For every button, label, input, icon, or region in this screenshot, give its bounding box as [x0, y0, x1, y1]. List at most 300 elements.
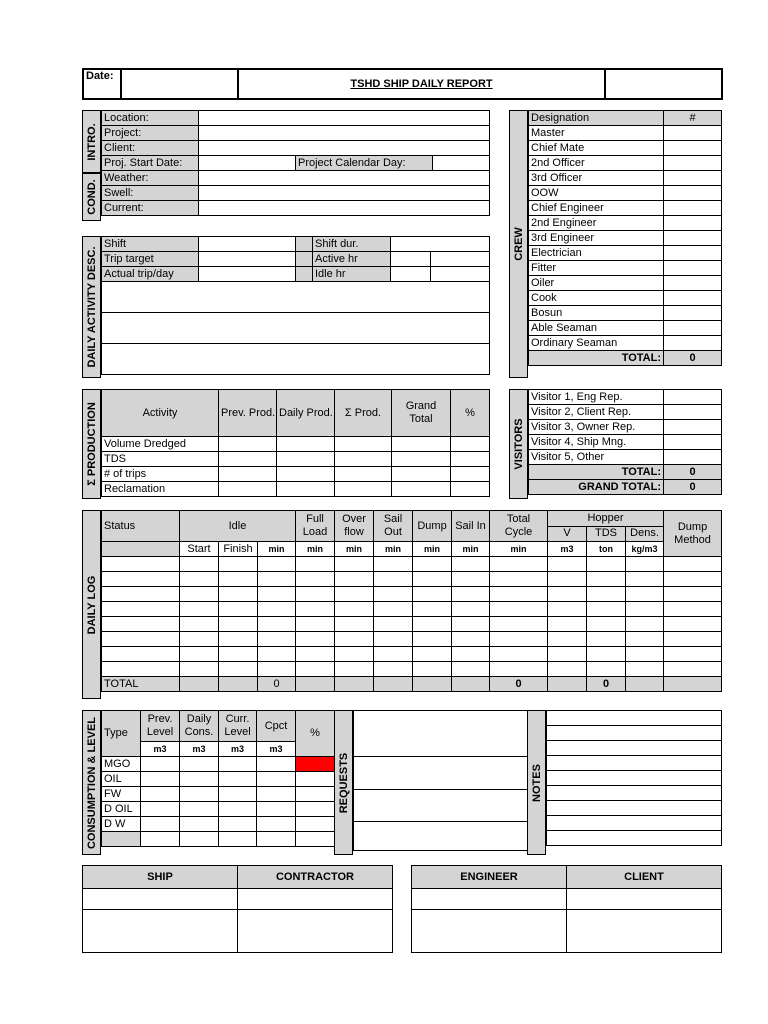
- unit-label: m3: [141, 742, 180, 757]
- crew-row: [529, 126, 722, 141]
- crew-row: [529, 246, 722, 261]
- consumption-cell[interactable]: [141, 757, 180, 772]
- log-cell[interactable]: [374, 602, 413, 617]
- log-cell[interactable]: [490, 662, 548, 677]
- ship-signature-header: SHIP: [83, 866, 238, 889]
- production-cell[interactable]: [277, 452, 335, 467]
- unit-label: min: [335, 542, 374, 557]
- crew-count-field[interactable]: [664, 261, 722, 276]
- log-cell[interactable]: [102, 557, 180, 572]
- log-cell[interactable]: [413, 602, 452, 617]
- consumption-blank-row: [102, 832, 141, 847]
- consumption-cell[interactable]: [257, 817, 296, 832]
- log-total-idle: 0: [258, 677, 296, 692]
- visitor-count-field[interactable]: [664, 450, 722, 465]
- crew-role-label: Able Seaman: [529, 321, 664, 336]
- idle-hr-field[interactable]: [391, 267, 431, 282]
- log-cell[interactable]: [258, 587, 296, 602]
- log-cell[interactable]: [335, 602, 374, 617]
- crew-role-label: 3rd Engineer: [529, 231, 664, 246]
- log-cell[interactable]: [258, 572, 296, 587]
- production-cell[interactable]: [392, 437, 451, 452]
- log-cell[interactable]: [180, 617, 219, 632]
- log-cell[interactable]: [258, 557, 296, 572]
- consumption-cell[interactable]: [257, 757, 296, 772]
- log-cell[interactable]: [452, 632, 490, 647]
- production-cell[interactable]: [335, 437, 392, 452]
- log-cell[interactable]: [548, 617, 587, 632]
- full-load-header: Full Load: [296, 511, 335, 542]
- log-cell[interactable]: [587, 572, 626, 587]
- log-cell[interactable]: [664, 587, 722, 602]
- log-cell[interactable]: [102, 602, 180, 617]
- production-cell[interactable]: [335, 452, 392, 467]
- unit-label: ton: [587, 542, 626, 557]
- log-cell[interactable]: [413, 572, 452, 587]
- consumption-percent-cell[interactable]: [296, 772, 335, 787]
- crew-count-field[interactable]: [664, 156, 722, 171]
- log-cell[interactable]: [664, 647, 722, 662]
- consumption-percent-cell[interactable]: [296, 757, 335, 772]
- visitor-label: Visitor 5, Other: [529, 450, 664, 465]
- log-row: [102, 587, 722, 602]
- log-cell[interactable]: [102, 572, 180, 587]
- crew-count-field[interactable]: [664, 171, 722, 186]
- log-cell[interactable]: [548, 602, 587, 617]
- idle-hr-extra-field[interactable]: [431, 267, 490, 282]
- dump-header: Dump: [413, 511, 452, 542]
- log-cell[interactable]: [335, 617, 374, 632]
- requests-field[interactable]: [354, 790, 528, 822]
- log-cell[interactable]: [374, 632, 413, 647]
- log-cell[interactable]: [102, 632, 180, 647]
- notes-line-field[interactable]: [547, 816, 722, 831]
- log-cell[interactable]: [102, 587, 180, 602]
- log-cell[interactable]: [413, 557, 452, 572]
- location-field[interactable]: [199, 111, 490, 126]
- client-label: Client:: [102, 141, 199, 156]
- consumption-cell[interactable]: [180, 802, 219, 817]
- production-cell[interactable]: [451, 437, 490, 452]
- visitor-count-field[interactable]: [664, 405, 722, 420]
- crew-role-label: Bosun: [529, 306, 664, 321]
- log-total-label: TOTAL: [102, 677, 180, 692]
- log-cell[interactable]: [180, 647, 219, 662]
- crew-count-field[interactable]: [664, 201, 722, 216]
- unit-label: m3: [219, 742, 257, 757]
- log-cell[interactable]: [335, 647, 374, 662]
- daily-log-section-label: DAILY LOG: [82, 510, 101, 699]
- crew-count-field[interactable]: [664, 321, 722, 336]
- log-cell[interactable]: [587, 647, 626, 662]
- production-cell[interactable]: [277, 482, 335, 497]
- log-cell[interactable]: [626, 662, 664, 677]
- visitors-total-value: 0: [664, 465, 722, 480]
- total-cycle-header: Total Cycle: [490, 511, 548, 542]
- notes-line-field[interactable]: [547, 801, 722, 816]
- log-cell[interactable]: [180, 557, 219, 572]
- log-cell[interactable]: [180, 572, 219, 587]
- current-field[interactable]: [199, 201, 490, 216]
- production-cell[interactable]: [451, 452, 490, 467]
- consumption-cell[interactable]: [180, 772, 219, 787]
- production-cell[interactable]: [392, 467, 451, 482]
- engineer-signature-field[interactable]: [412, 910, 567, 953]
- notes-line-field[interactable]: [547, 741, 722, 756]
- engineer-name-field[interactable]: [412, 889, 567, 910]
- status-subheader: [102, 542, 180, 557]
- log-cell[interactable]: [587, 617, 626, 632]
- consumption-cell[interactable]: [257, 802, 296, 817]
- client-name-field[interactable]: [567, 889, 722, 910]
- log-cell[interactable]: [548, 557, 587, 572]
- requests-field[interactable]: [354, 711, 528, 757]
- log-cell[interactable]: [452, 587, 490, 602]
- crew-count-field[interactable]: [664, 246, 722, 261]
- notes-row: [547, 816, 722, 831]
- contractor-signature-header: CONTRACTOR: [238, 866, 393, 889]
- proj-start-date-label: Proj. Start Date:: [102, 156, 199, 171]
- shift-dur-label: Shift dur.: [313, 237, 391, 252]
- crew-role-label: Fitter: [529, 261, 664, 276]
- cond-section-label: COND.: [82, 173, 101, 221]
- weather-field[interactable]: [199, 171, 490, 186]
- notes-row: [547, 711, 722, 726]
- log-cell[interactable]: [664, 602, 722, 617]
- active-hr-field[interactable]: [391, 252, 431, 267]
- consumption-cell[interactable]: [180, 817, 219, 832]
- hopper-header: Hopper: [548, 511, 664, 527]
- notes-line-field[interactable]: [547, 771, 722, 786]
- client-signature-header: CLIENT: [567, 866, 722, 889]
- log-total-cell: [664, 677, 722, 692]
- log-cell[interactable]: [374, 587, 413, 602]
- activity-desc-row[interactable]: [102, 344, 490, 375]
- log-cell[interactable]: [548, 632, 587, 647]
- visitor-label: Visitor 1, Eng Rep.: [529, 390, 664, 405]
- log-cell[interactable]: [490, 587, 548, 602]
- trip-target-field[interactable]: [199, 252, 296, 267]
- crew-row: [529, 231, 722, 246]
- shift-field[interactable]: [199, 237, 296, 252]
- proj-start-date-field[interactable]: [199, 156, 296, 171]
- log-cell[interactable]: [452, 617, 490, 632]
- production-cell[interactable]: [219, 467, 277, 482]
- log-cell[interactable]: [413, 647, 452, 662]
- crew-count-field[interactable]: [664, 141, 722, 156]
- production-cell[interactable]: [277, 467, 335, 482]
- log-cell[interactable]: [626, 617, 664, 632]
- crew-count-field[interactable]: [664, 276, 722, 291]
- visitors-total-label: TOTAL:: [529, 465, 664, 480]
- log-cell[interactable]: [296, 662, 335, 677]
- actual-trip-label: Actual trip/day: [102, 267, 199, 282]
- crew-count-field[interactable]: [664, 186, 722, 201]
- log-cell[interactable]: [180, 587, 219, 602]
- crew-row: [529, 201, 722, 216]
- production-cell[interactable]: [219, 482, 277, 497]
- log-cell[interactable]: [490, 557, 548, 572]
- production-cell[interactable]: [392, 452, 451, 467]
- swell-label: Swell:: [102, 186, 199, 201]
- log-cell[interactable]: [664, 617, 722, 632]
- production-cell[interactable]: [392, 482, 451, 497]
- crew-count-field[interactable]: [664, 306, 722, 321]
- log-cell[interactable]: [219, 647, 258, 662]
- production-cell[interactable]: [219, 437, 277, 452]
- log-total-cycle: 0: [490, 677, 548, 692]
- log-cell[interactable]: [374, 557, 413, 572]
- log-cell[interactable]: [296, 617, 335, 632]
- log-cell[interactable]: [626, 587, 664, 602]
- log-cell[interactable]: [219, 557, 258, 572]
- log-cell[interactable]: [296, 557, 335, 572]
- production-cell[interactable]: [277, 437, 335, 452]
- log-cell[interactable]: [548, 572, 587, 587]
- crew-role-label: Chief Engineer: [529, 201, 664, 216]
- contractor-signature-field[interactable]: [238, 910, 393, 953]
- notes-line-field[interactable]: [547, 711, 722, 726]
- crew-count-field[interactable]: [664, 231, 722, 246]
- header-blank-field[interactable]: [605, 69, 722, 99]
- shift-label: Shift: [102, 237, 199, 252]
- log-total-tds: 0: [587, 677, 626, 692]
- consumption-cell[interactable]: [219, 832, 257, 847]
- visitor-count-field[interactable]: [664, 390, 722, 405]
- log-cell[interactable]: [335, 632, 374, 647]
- log-cell[interactable]: [452, 662, 490, 677]
- log-cell[interactable]: [452, 647, 490, 662]
- notes-row: [547, 801, 722, 816]
- activity-desc-row[interactable]: [102, 282, 490, 313]
- curr-level-header: Curr. Level: [219, 711, 257, 742]
- log-cell[interactable]: [374, 617, 413, 632]
- log-cell[interactable]: [587, 557, 626, 572]
- log-cell[interactable]: [587, 587, 626, 602]
- log-cell[interactable]: [219, 632, 258, 647]
- unit-label: min: [413, 542, 452, 557]
- unit-label: min: [452, 542, 490, 557]
- log-cell[interactable]: [452, 572, 490, 587]
- project-label: Project:: [102, 126, 199, 141]
- cpct-header: Cpct: [257, 711, 296, 742]
- log-cell[interactable]: [219, 617, 258, 632]
- log-cell[interactable]: [335, 557, 374, 572]
- log-cell[interactable]: [374, 662, 413, 677]
- consumption-row: [102, 787, 335, 802]
- log-cell[interactable]: [296, 602, 335, 617]
- production-row-label: # of trips: [102, 467, 219, 482]
- consumption-percent-cell[interactable]: [296, 817, 335, 832]
- date-label: Date:: [83, 69, 121, 99]
- activity-section-label: DAILY ACTIVITY DESC.: [82, 236, 101, 378]
- visitor-row: [529, 420, 722, 435]
- notes-row: [547, 786, 722, 801]
- log-cell[interactable]: [626, 572, 664, 587]
- crew-count-field[interactable]: [664, 336, 722, 351]
- log-cell[interactable]: [335, 587, 374, 602]
- log-cell[interactable]: [219, 662, 258, 677]
- log-cell[interactable]: [258, 647, 296, 662]
- production-cell[interactable]: [335, 482, 392, 497]
- client-field[interactable]: [199, 141, 490, 156]
- log-cell[interactable]: [180, 632, 219, 647]
- percent-header: %: [296, 711, 335, 757]
- log-cell[interactable]: [490, 647, 548, 662]
- consumption-cell[interactable]: [296, 832, 335, 847]
- notes-line-field[interactable]: [547, 831, 722, 846]
- consumption-cell[interactable]: [257, 787, 296, 802]
- idle-header: Idle: [180, 511, 296, 542]
- log-cell[interactable]: [548, 587, 587, 602]
- log-total-cell: [413, 677, 452, 692]
- requests-field[interactable]: [354, 822, 528, 851]
- daily-log-table: [101, 510, 722, 692]
- visitor-count-field[interactable]: [664, 435, 722, 450]
- contractor-name-field[interactable]: [238, 889, 393, 910]
- requests-field[interactable]: [354, 757, 528, 790]
- log-cell[interactable]: [664, 572, 722, 587]
- log-total-cell: [374, 677, 413, 692]
- log-cell[interactable]: [548, 647, 587, 662]
- crew-count-header: #: [664, 111, 722, 126]
- log-cell[interactable]: [102, 647, 180, 662]
- consumption-cell[interactable]: [219, 787, 257, 802]
- location-label: Location:: [102, 111, 199, 126]
- notes-line-field[interactable]: [547, 756, 722, 771]
- production-row: [102, 482, 490, 497]
- log-cell[interactable]: [219, 572, 258, 587]
- log-cell[interactable]: [413, 662, 452, 677]
- activity-desc-row[interactable]: [102, 313, 490, 344]
- shift-dur-field[interactable]: [391, 237, 490, 252]
- consumption-cell[interactable]: [180, 757, 219, 772]
- log-cell[interactable]: [490, 617, 548, 632]
- intro-table: [101, 110, 490, 216]
- log-cell[interactable]: [219, 587, 258, 602]
- notes-line-field[interactable]: [547, 786, 722, 801]
- activity-spacer: [296, 237, 313, 252]
- crew-role-label: Cook: [529, 291, 664, 306]
- log-cell[interactable]: [626, 632, 664, 647]
- log-cell[interactable]: [258, 602, 296, 617]
- log-cell[interactable]: [664, 662, 722, 677]
- notes-line-field[interactable]: [547, 726, 722, 741]
- log-cell[interactable]: [587, 602, 626, 617]
- consumption-cell[interactable]: [219, 802, 257, 817]
- log-cell[interactable]: [296, 587, 335, 602]
- consumption-cell[interactable]: [141, 817, 180, 832]
- actual-trip-field[interactable]: [199, 267, 296, 282]
- consumption-percent-cell[interactable]: [296, 802, 335, 817]
- production-cell[interactable]: [451, 467, 490, 482]
- log-cell[interactable]: [180, 662, 219, 677]
- consumption-cell[interactable]: [257, 832, 296, 847]
- consumption-cell[interactable]: [141, 772, 180, 787]
- log-cell[interactable]: [374, 572, 413, 587]
- visitors-table: [528, 389, 722, 495]
- consumption-cell[interactable]: [219, 757, 257, 772]
- log-cell[interactable]: [258, 662, 296, 677]
- consumption-cell[interactable]: [257, 772, 296, 787]
- log-cell[interactable]: [626, 557, 664, 572]
- active-hr-extra-field[interactable]: [431, 252, 490, 267]
- production-cell[interactable]: [451, 482, 490, 497]
- consumption-cell[interactable]: [219, 772, 257, 787]
- visitor-label: Visitor 2, Client Rep.: [529, 405, 664, 420]
- log-cell[interactable]: [335, 572, 374, 587]
- ship-name-field[interactable]: [83, 889, 238, 910]
- production-cell[interactable]: [335, 467, 392, 482]
- consumption-cell[interactable]: [141, 832, 180, 847]
- log-cell[interactable]: [258, 617, 296, 632]
- consumption-cell[interactable]: [219, 817, 257, 832]
- swell-field[interactable]: [199, 186, 490, 201]
- log-cell[interactable]: [626, 602, 664, 617]
- consumption-row: [102, 802, 335, 817]
- log-cell[interactable]: [452, 557, 490, 572]
- log-cell[interactable]: [413, 587, 452, 602]
- consumption-cell[interactable]: [141, 787, 180, 802]
- log-cell[interactable]: [374, 647, 413, 662]
- crew-count-field[interactable]: [664, 216, 722, 231]
- crew-table: [528, 110, 722, 366]
- crew-section-label: CREW: [509, 110, 528, 378]
- log-cell[interactable]: [490, 632, 548, 647]
- production-cell[interactable]: [219, 452, 277, 467]
- log-cell[interactable]: [180, 602, 219, 617]
- log-cell[interactable]: [296, 632, 335, 647]
- project-field[interactable]: [199, 126, 490, 141]
- intro-section-label: INTRO.: [82, 110, 101, 173]
- client-signature-field[interactable]: [567, 910, 722, 953]
- log-cell[interactable]: [258, 632, 296, 647]
- consumption-percent-cell[interactable]: [296, 787, 335, 802]
- log-cell[interactable]: [296, 572, 335, 587]
- log-cell[interactable]: [219, 602, 258, 617]
- visitor-label: Visitor 3, Owner Rep.: [529, 420, 664, 435]
- ship-signature-field[interactable]: [83, 910, 238, 953]
- visitor-row: [529, 390, 722, 405]
- crew-count-field[interactable]: [664, 126, 722, 141]
- visitor-count-field[interactable]: [664, 420, 722, 435]
- crew-role-label: OOW: [529, 186, 664, 201]
- consumption-cell[interactable]: [180, 832, 219, 847]
- log-cell[interactable]: [587, 632, 626, 647]
- log-cell[interactable]: [587, 662, 626, 677]
- crew-count-field[interactable]: [664, 291, 722, 306]
- log-cell[interactable]: [664, 632, 722, 647]
- log-cell[interactable]: [102, 662, 180, 677]
- consumption-cell[interactable]: [180, 787, 219, 802]
- log-cell[interactable]: [548, 662, 587, 677]
- project-calendar-day-field[interactable]: [433, 156, 490, 171]
- log-cell[interactable]: [413, 632, 452, 647]
- log-cell[interactable]: [296, 647, 335, 662]
- log-cell[interactable]: [490, 572, 548, 587]
- consumption-cell[interactable]: [141, 802, 180, 817]
- log-cell[interactable]: [335, 662, 374, 677]
- log-cell[interactable]: [413, 617, 452, 632]
- log-cell[interactable]: [490, 602, 548, 617]
- visitor-row: [529, 435, 722, 450]
- date-field[interactable]: [121, 69, 238, 99]
- log-cell[interactable]: [626, 647, 664, 662]
- consumption-type-label: D OIL: [102, 802, 141, 817]
- log-cell[interactable]: [102, 617, 180, 632]
- log-cell[interactable]: [664, 557, 722, 572]
- log-cell[interactable]: [452, 602, 490, 617]
